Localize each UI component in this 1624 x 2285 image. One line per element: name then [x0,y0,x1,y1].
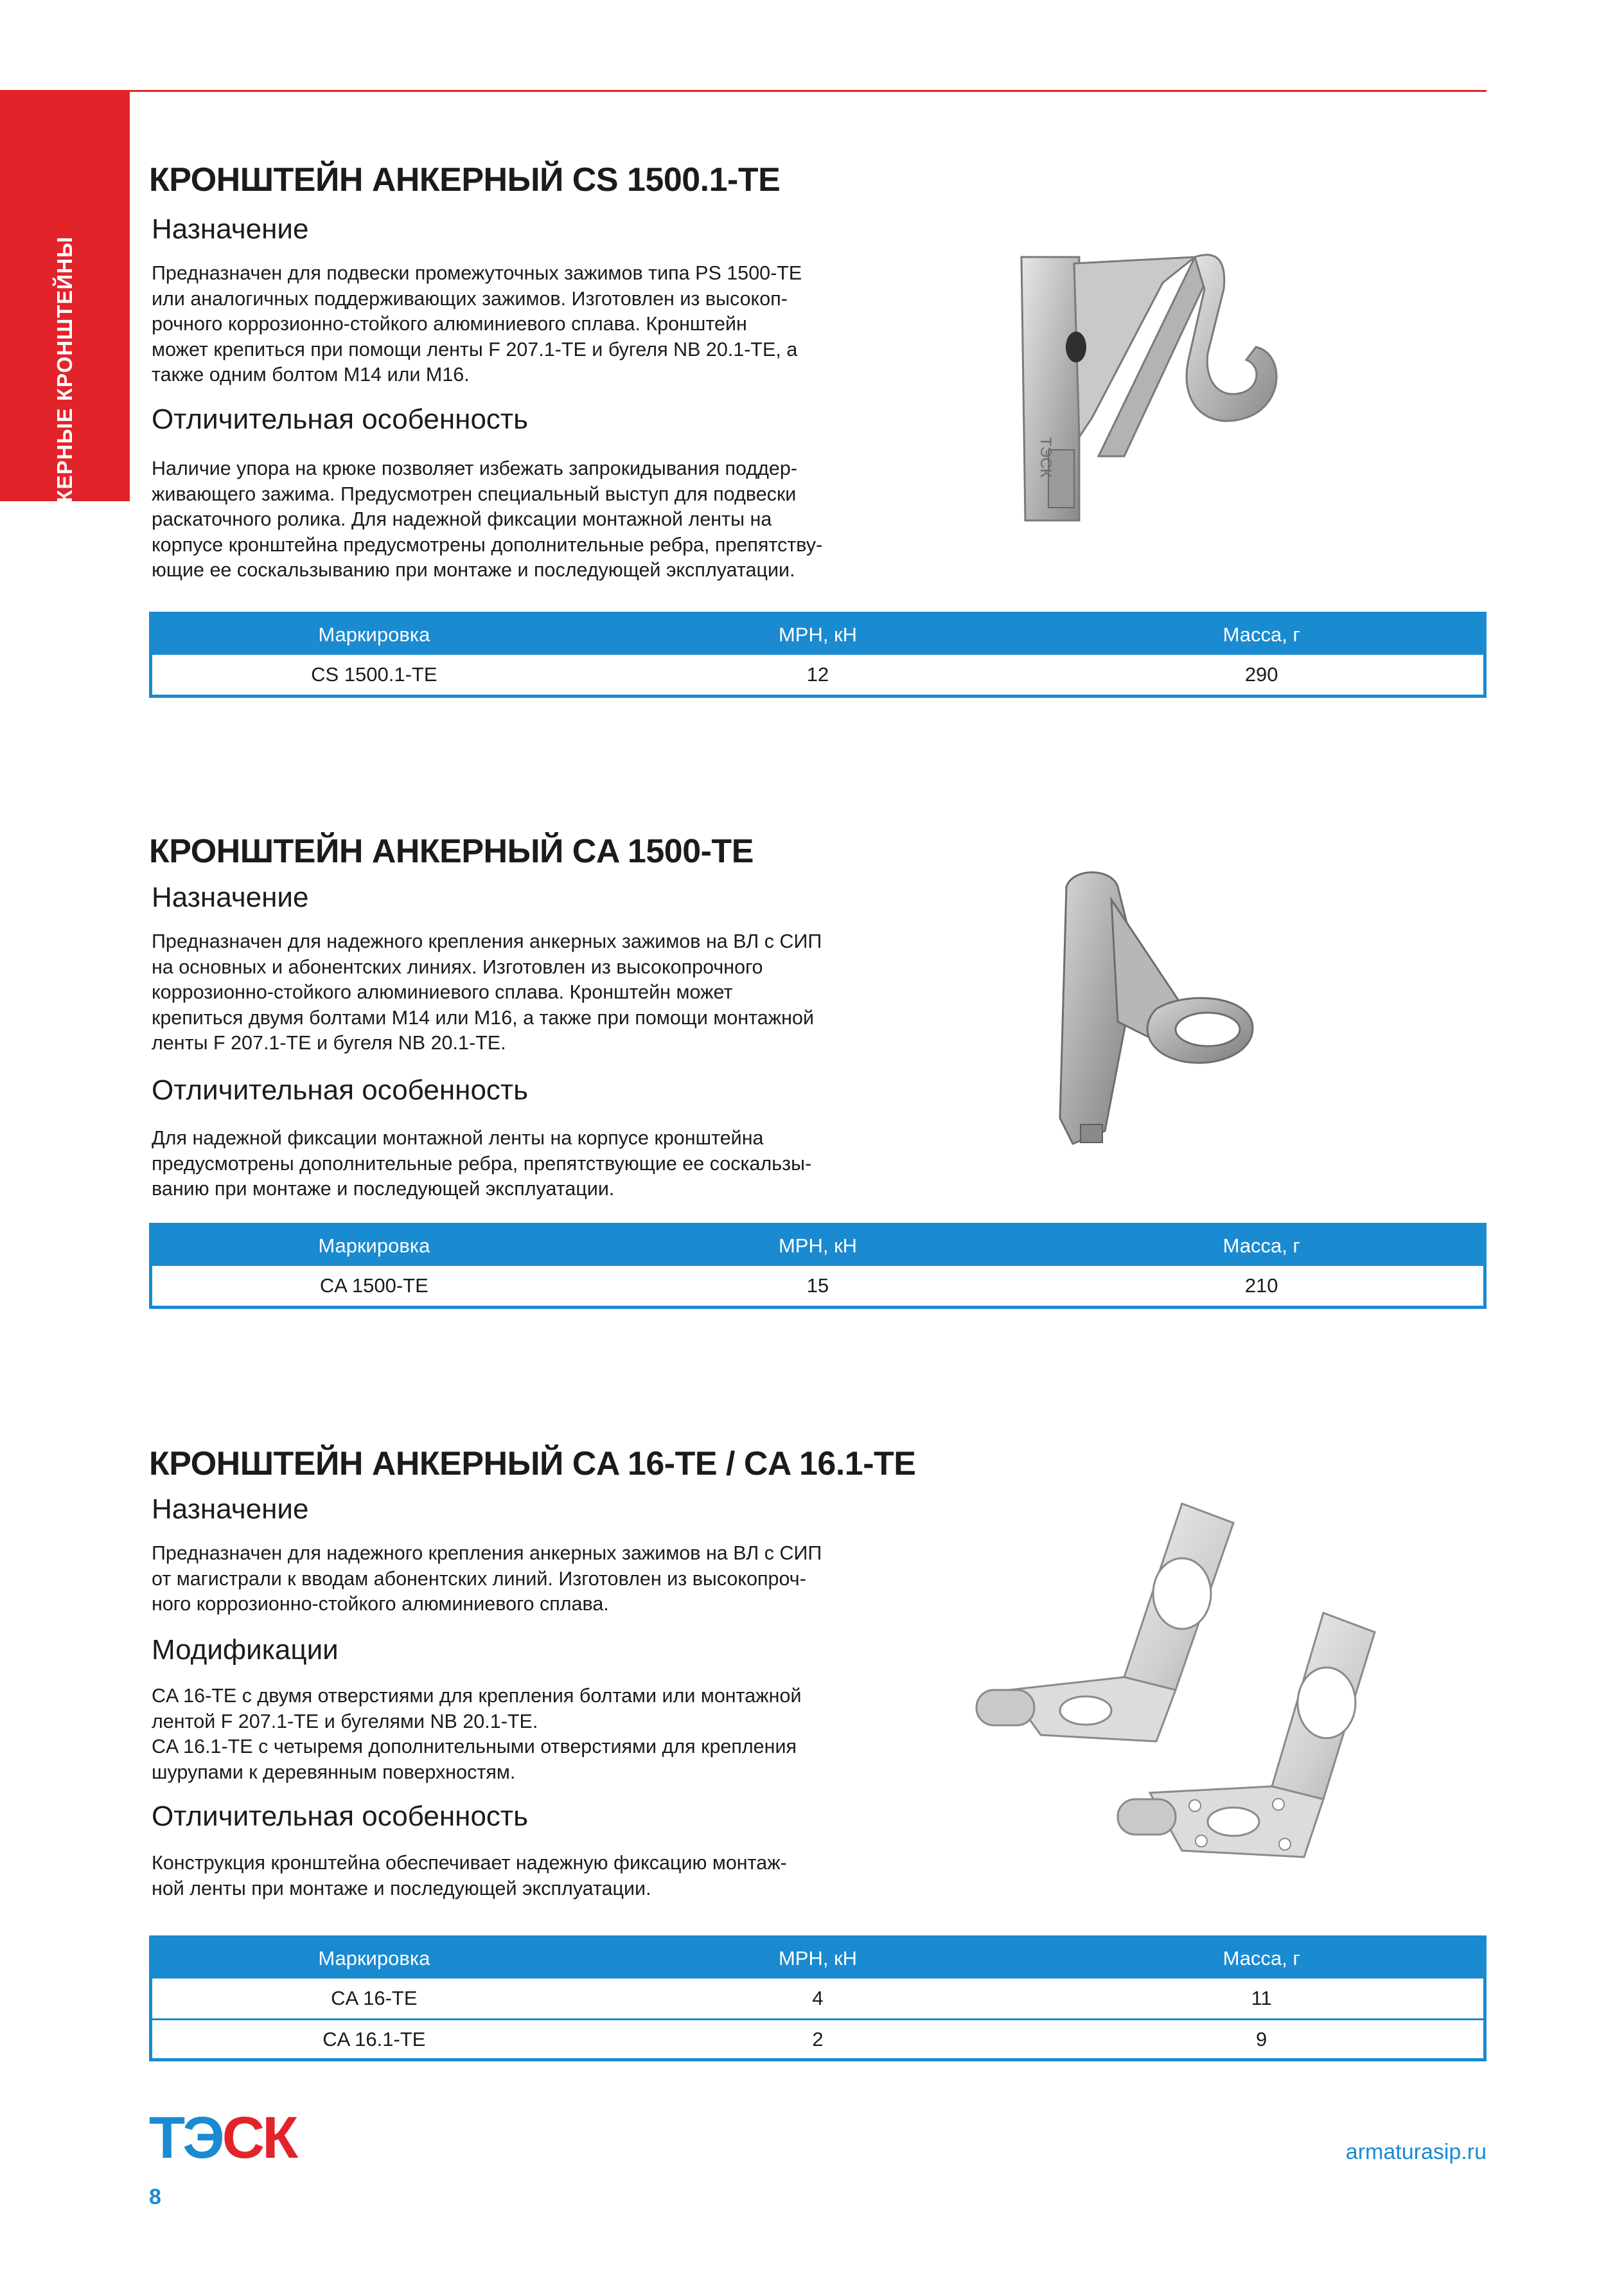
purpose-text [152,929,878,1056]
purpose-line: коррозионно-стойкого алюминиевого сплава. Кронштейн может [152,981,733,1003]
feature-line: Конструкция кронштейна обеспечивает надежную фиксацию монтаж- [152,1852,787,1874]
modification-line: CA 16.1-TE с четыремя дополнительными отверстиями для крепления [152,1736,797,1757]
logo-part-blue: ТЭ [149,2105,222,2171]
product-image-cs-1500-1 [1002,244,1311,533]
feature-heading: Отличительная особенность [152,1074,529,1106]
cell-mass: 290 [1244,663,1278,686]
logo-part-red: СК [222,2105,296,2171]
col-mrn-header: МРН, кН [778,1234,858,1257]
spec-table [149,1223,1487,1309]
product-title: КРОНШТЕЙН АНКЕРНЫЙ CA 1500-TE [149,833,754,870]
feature-heading: Отличительная особенность [152,404,529,435]
purpose-line: ного коррозионно-стойкого алюминиевого сплава. [152,1593,609,1615]
spec-table-header [152,615,1483,655]
section-side-tab-label: АНКЕРНЫЕ КРОНШТЕЙНЫ [53,236,76,535]
col-marking-header: Маркировка [318,1947,430,1969]
product-title: КРОНШТЕЙН АНКЕРНЫЙ CS 1500.1-TE [149,161,781,199]
purpose-heading: Назначение [152,1493,309,1525]
cell-mass: 11 [1251,1987,1272,2009]
col-mrn-header: МРН, кН [778,1947,858,1969]
purpose-line: ленты F 207.1-TE и бугеля NB 20.1-TE. [152,1032,506,1054]
cell-marking: CA 16.1-TE [322,2027,426,2050]
section-side-tab [0,90,130,535]
feature-line: Для надежной фиксации монтажной ленты на корпусе кронштейна [152,1127,764,1149]
header-rule [130,90,1487,92]
col-mass-header: Масса, г [1222,1947,1300,1969]
spec-table-header [152,1226,1483,1266]
modification-line: шурупами к деревянным поверхностям. [152,1761,516,1783]
feature-line: ванию при монтаже и последующей эксплуатации. [152,1178,615,1200]
modification-line: лентой F 207.1-TE и бугелями NB 20.1-TE. [152,1710,538,1732]
feature-line: Наличие упора на крюке позволяет избежать запрокидывания поддер- [152,458,797,479]
purpose-heading: Назначение [152,213,309,245]
feature-text [152,1851,878,1901]
cell-marking: CA 1500-TE [319,1274,428,1297]
purpose-line: от магистрали к вводам абонентских линий. Изготовлен из высокопроч- [152,1567,806,1590]
table-row [152,2018,1483,2058]
spec-table [149,612,1487,698]
col-mass-header: Масса, г [1222,1234,1300,1257]
purpose-line: на основных и абонентских линиях. Изготовлен из высокопрочного [152,956,763,978]
feature-line: ной ленты при монтаже и последующей эксплуатации. [152,1877,651,1899]
purpose-line: крепиться двумя болтами М14 или М16, а также при помощи монтажной [152,1006,814,1029]
purpose-line: Предназначен для надежного крепления анкерных зажимов на ВЛ с СИП [152,930,822,952]
feature-line: раскаточного ролика. Для надежной фиксации монтажной ленты на [152,508,772,530]
spec-table [149,1935,1487,2061]
feature-line: живающего зажима. Предусмотрен специальный выступ для подвески [152,483,797,505]
product-stamp: ТЭСК [1037,437,1054,478]
feature-line: предусмотрены дополнительные ребра, препятствующие ее соскальзы- [152,1152,812,1175]
product-title: КРОНШТЕЙН АНКЕРНЫЙ CA 16-TE / CA 16.1-TE [149,1445,916,1482]
spec-table-header [152,1939,1483,1978]
cell-mrn: 4 [812,1987,824,2009]
purpose-text [152,261,878,388]
purpose-heading: Назначение [152,882,309,913]
cell-mass: 210 [1244,1274,1278,1297]
purpose-line: рочного коррозионно-стойкого алюминиевого сплава. Кронштейн [152,313,747,335]
feature-line: ющие ее соскальзыванию при монтаже и последующей эксплуатации. [152,559,795,581]
purpose-line: Предназначен для подвески промежуточных зажимов типа PS 1500-TE [152,262,802,284]
modifications-text [152,1684,878,1785]
cell-mrn: 15 [806,1274,829,1297]
cell-mass: 9 [1256,2027,1267,2050]
purpose-line: или аналогичных поддерживающих зажимов. Изготовлен из высокоп- [152,287,788,310]
feature-heading: Отличительная особенность [152,1800,529,1832]
cell-marking: CA 16-TE [331,1987,418,2009]
table-row [152,1266,1483,1306]
product-image-ca-1500 [1041,861,1272,1157]
feature-line: корпусе кронштейна предусмотрены дополнительные ребра, препятству- [152,533,823,556]
cell-marking: CS 1500.1-TE [311,663,437,686]
col-marking-header: Маркировка [318,1234,430,1257]
modification-line: CA 16-TE с двумя отверстиями для крепления болтами или монтажной [152,1685,802,1707]
modifications-heading: Модификации [152,1634,339,1666]
tesk-logo [149,2104,296,2172]
product-image-ca-16 [964,1497,1426,1883]
website-link[interactable]: armaturasip.ru [1345,2140,1487,2164]
purpose-text [152,1541,878,1617]
cell-mrn: 2 [812,2027,824,2050]
feature-text [152,1126,878,1202]
purpose-line: также одним болтом М14 или М16. [152,364,470,386]
col-mass-header: Масса, г [1222,623,1300,646]
table-row [152,1978,1483,2018]
purpose-line: может крепиться при помощи ленты F 207.1-TE и бугеля NB 20.1-TE, а [152,338,798,360]
purpose-line: Предназначен для надежного крепления анкерных зажимов на ВЛ с СИП [152,1542,822,1564]
page-number: 8 [149,2185,161,2209]
col-mrn-header: МРН, кН [778,623,858,646]
cell-mrn: 12 [806,663,829,686]
table-row [152,655,1483,695]
col-marking-header: Маркировка [318,623,430,646]
feature-text [152,456,878,583]
